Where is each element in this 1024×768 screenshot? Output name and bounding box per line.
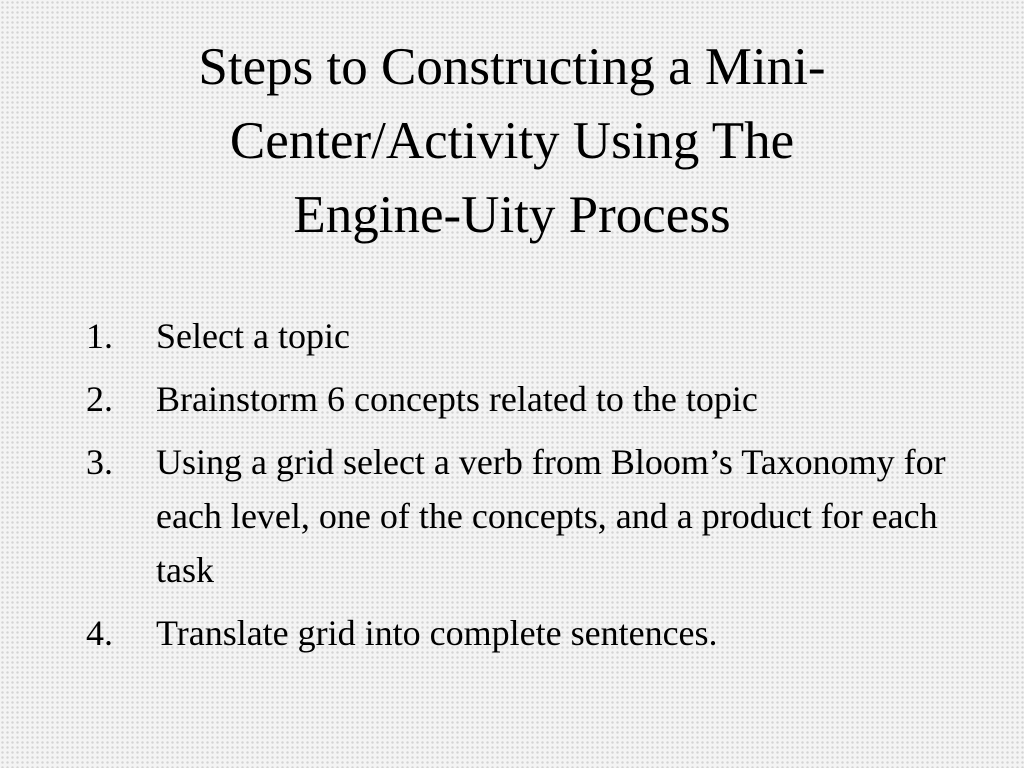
step-number: 2. bbox=[86, 379, 113, 419]
step-item bbox=[86, 435, 986, 597]
step-text: Brainstorm 6 concepts related to the topic bbox=[156, 379, 758, 419]
slide-title-line: Steps to Constructing a Mini- bbox=[198, 38, 826, 96]
slide-title-line: Engine-Uity Process bbox=[293, 186, 731, 244]
step-text: Translate grid into complete sentences. bbox=[156, 613, 718, 653]
step-number: 3. bbox=[86, 442, 113, 482]
step-text: Select a topic bbox=[156, 316, 350, 356]
step-item bbox=[86, 309, 986, 363]
slide-title bbox=[60, 30, 964, 252]
step-item bbox=[86, 606, 986, 660]
slide-title-line: Center/Activity Using The bbox=[229, 112, 795, 170]
step-number: 4. bbox=[86, 613, 113, 653]
step-number: 1. bbox=[86, 316, 113, 356]
step-item bbox=[86, 372, 986, 426]
step-list bbox=[86, 309, 986, 669]
step-text: Using a grid select a verb from Bloom’s Taxonomy for each level, one of the concepts, and a product for each task bbox=[156, 442, 946, 590]
